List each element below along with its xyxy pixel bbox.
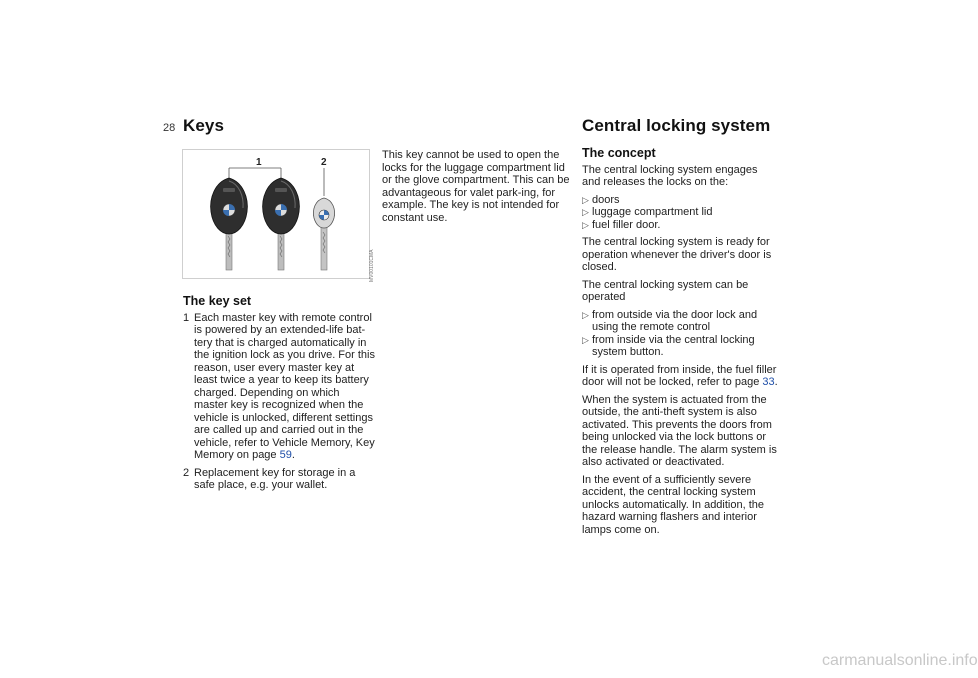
replacement-key	[313, 198, 334, 270]
locks-list	[582, 194, 778, 232]
item-1-body	[194, 312, 375, 462]
triangle-bullet-icon: ▷	[582, 207, 589, 217]
concept-p5: When the system is actuated from the outside, the anti-theft system is also activated. This prevents the doors from being unlocked via the lock buttons or the release handle. The alarm system is also activated or deactivated.	[582, 393, 777, 468]
list-item	[582, 206, 778, 219]
list-item	[582, 194, 778, 207]
key-set-heading: The key set	[183, 294, 252, 308]
callout-1: 1	[256, 157, 262, 168]
list-item	[582, 334, 778, 359]
item-1-end: .	[291, 449, 295, 461]
list-item-text: doors	[592, 193, 620, 206]
concept-p3: The central locking system can be operated	[582, 278, 749, 303]
keys-title: Keys	[183, 116, 225, 135]
page-number: 28	[163, 122, 176, 134]
p4-text: If it is operated from inside, the fuel filler door will not be locked, refer to page	[582, 363, 777, 388]
callout-2: 2	[321, 157, 327, 168]
list-item	[582, 309, 778, 334]
keys-figure	[182, 149, 375, 282]
master-key-1	[211, 178, 248, 270]
page-59-link[interactable]: 59	[279, 449, 292, 461]
key-set-item-2	[183, 467, 375, 492]
triangle-bullet-icon: ▷	[582, 219, 589, 230]
item-2-text: Replacement key for storage in a safe place, e.g. your wallet.	[194, 466, 356, 491]
concept-p6: In the event of a sufficiently severe accident, the central locking system unlocks automatically. In addition, the hazard warning flashers and interior lamps come on.	[582, 473, 765, 536]
list-item	[582, 219, 778, 232]
page-33-link[interactable]: 33	[762, 376, 775, 388]
item-1-number: 1	[183, 311, 190, 324]
key-set-item-1	[183, 312, 375, 462]
central-locking-title: Central locking system	[582, 116, 771, 135]
concept-p1: The central locking system engages and releases the locks on the:	[582, 163, 758, 188]
master-key-2	[263, 178, 300, 270]
list-item-text: from inside via the central locking system button.	[592, 333, 755, 358]
key-set-section	[183, 295, 375, 497]
item-2-number: 2	[183, 466, 190, 479]
concept-section	[582, 147, 778, 541]
middle-column	[382, 149, 574, 229]
list-item-text: fuel filler door.	[592, 218, 661, 231]
triangle-bullet-icon: ▷	[582, 334, 589, 345]
concept-p4	[582, 364, 778, 389]
operation-list	[582, 309, 778, 359]
triangle-bullet-icon: ▷	[582, 309, 589, 320]
list-item-text: from outside via the door lock and using the remote control	[592, 308, 758, 333]
concept-p2: The central locking system is ready for operation whenever the driver's door is closed.	[582, 236, 772, 273]
key-usage-note: This key cannot be used to open the locks for the luggage compartment lid or the glove compartment. This can be advantageous for valet park-ing, for example. The key is not intended for constant use.	[382, 149, 570, 224]
triangle-bullet-icon: ▷	[582, 194, 589, 205]
concept-heading: The concept	[582, 146, 656, 160]
p4-end: .	[774, 376, 778, 388]
item-1-text: Each master key with remote control is powered by an extended-life bat-tery that is charged automatically in the ignition lock as you drive. For this reason, user every master key at least twice a year to keep its battery charged. Depending on which master key is recognized when the vehicle is unlocked, different settings are called up and carried out in the vehicle, refer to Vehicle Memory, Key Memory on page	[194, 311, 375, 461]
keys-illustration	[183, 150, 375, 282]
site-watermark: carmanualsonline.info	[822, 652, 978, 669]
figure-code: MV00101CMA	[369, 249, 375, 282]
list-item-text: luggage compartment lid	[592, 206, 713, 218]
